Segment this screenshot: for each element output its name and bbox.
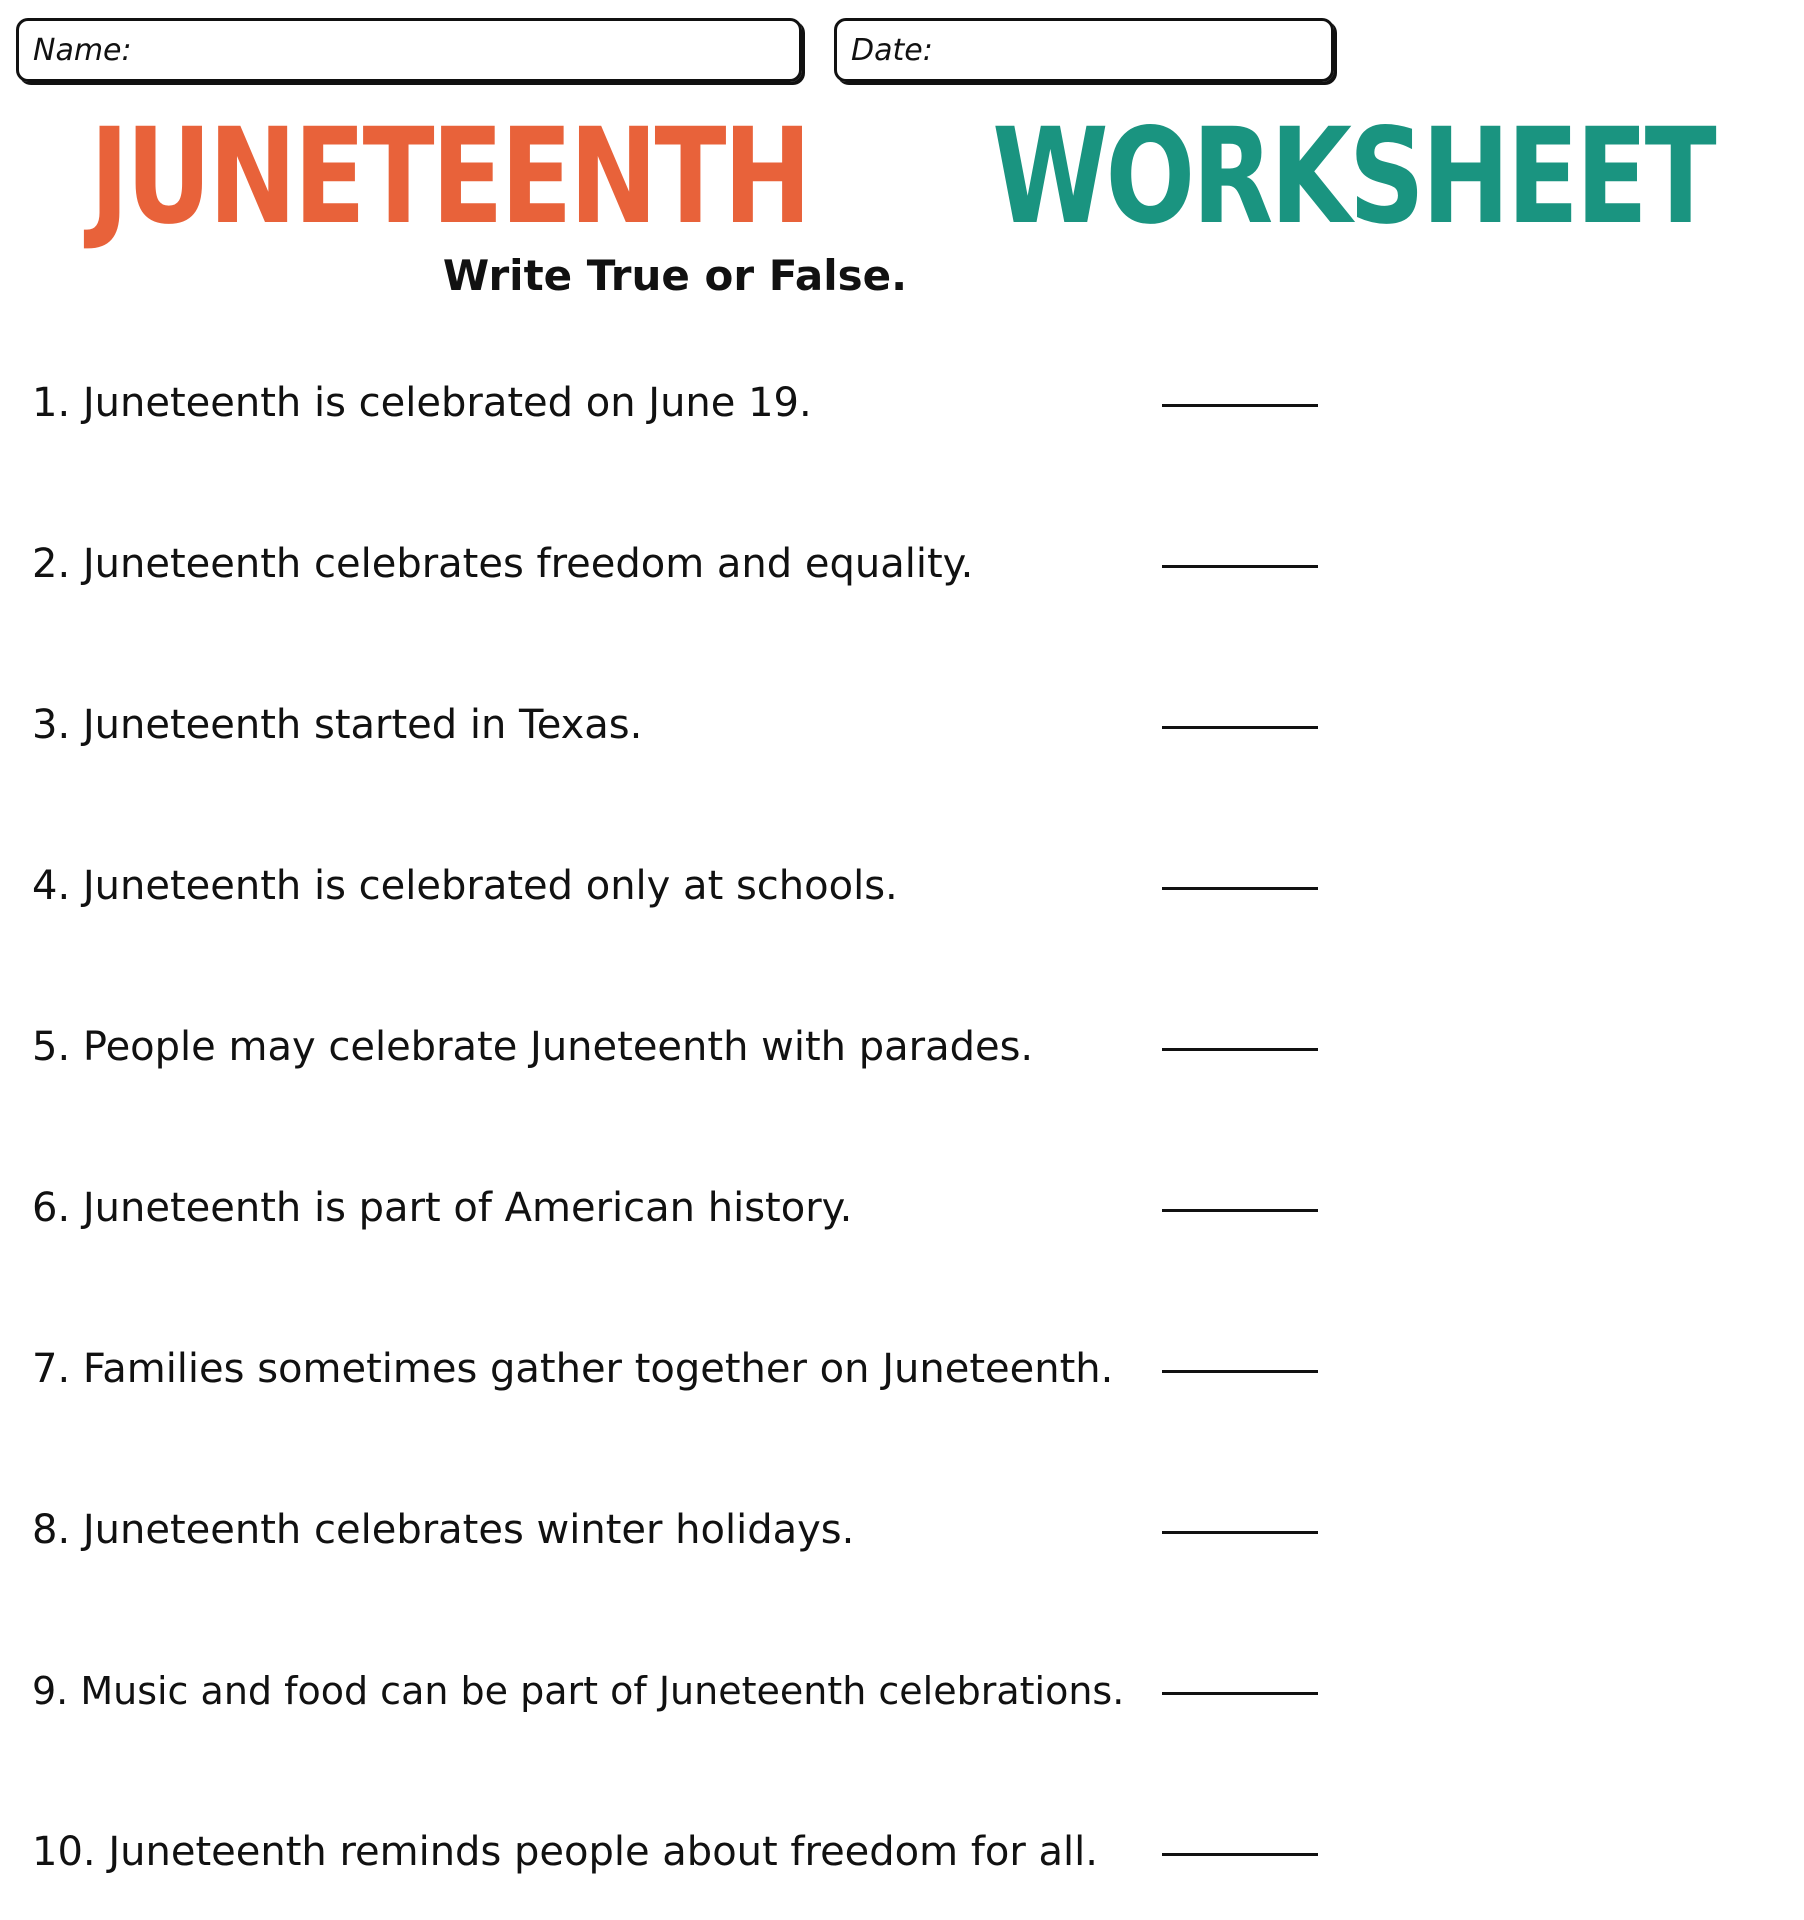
question-row	[32, 368, 1318, 438]
question-text: 3. Juneteenth started in Texas.	[32, 702, 643, 748]
question-text: 9. Music and food can be part of Juneteenth celebrations.	[32, 1669, 1125, 1713]
answer-blank[interactable]	[1162, 726, 1318, 729]
title-word-juneteenth: JUNETEENTH	[89, 100, 809, 254]
question-text: 1. Juneteenth is celebrated on June 19.	[32, 380, 812, 426]
question-text: 10. Juneteenth reminds people about freedom for all.	[32, 1829, 1098, 1875]
date-label: Date:	[851, 32, 933, 68]
answer-blank[interactable]	[1162, 887, 1318, 890]
question-text: 6. Juneteenth is part of American history.	[32, 1185, 853, 1231]
question-text: 2. Juneteenth celebrates freedom and equality.	[32, 541, 974, 587]
question-row	[32, 851, 1318, 921]
answer-blank[interactable]	[1162, 1209, 1318, 1212]
question-row	[32, 1495, 1318, 1565]
name-label: Name:	[33, 32, 132, 68]
question-row	[32, 1334, 1318, 1404]
answer-blank[interactable]	[1162, 1370, 1318, 1373]
answer-blank[interactable]	[1162, 1853, 1318, 1856]
question-text: 7. Families sometimes gather together on Juneteenth.	[32, 1346, 1114, 1392]
question-row	[32, 1012, 1318, 1082]
question-row	[32, 1817, 1318, 1887]
answer-blank[interactable]	[1162, 565, 1318, 568]
question-row	[32, 529, 1318, 599]
instructions: Write True or False.	[442, 251, 908, 300]
answer-blank[interactable]	[1162, 404, 1318, 407]
answer-blank[interactable]	[1162, 1692, 1318, 1695]
question-row	[32, 1173, 1318, 1243]
question-row	[32, 690, 1318, 760]
answer-blank[interactable]	[1162, 1048, 1318, 1051]
question-text: 4. Juneteenth is celebrated only at schools.	[32, 863, 898, 909]
question-text: 5. People may celebrate Juneteenth with parades.	[32, 1024, 1034, 1070]
question-row	[32, 1656, 1318, 1726]
title-word-worksheet: WORKSHEET	[992, 100, 1714, 254]
answer-blank[interactable]	[1162, 1531, 1318, 1534]
question-text: 8. Juneteenth celebrates winter holidays.	[32, 1507, 855, 1553]
